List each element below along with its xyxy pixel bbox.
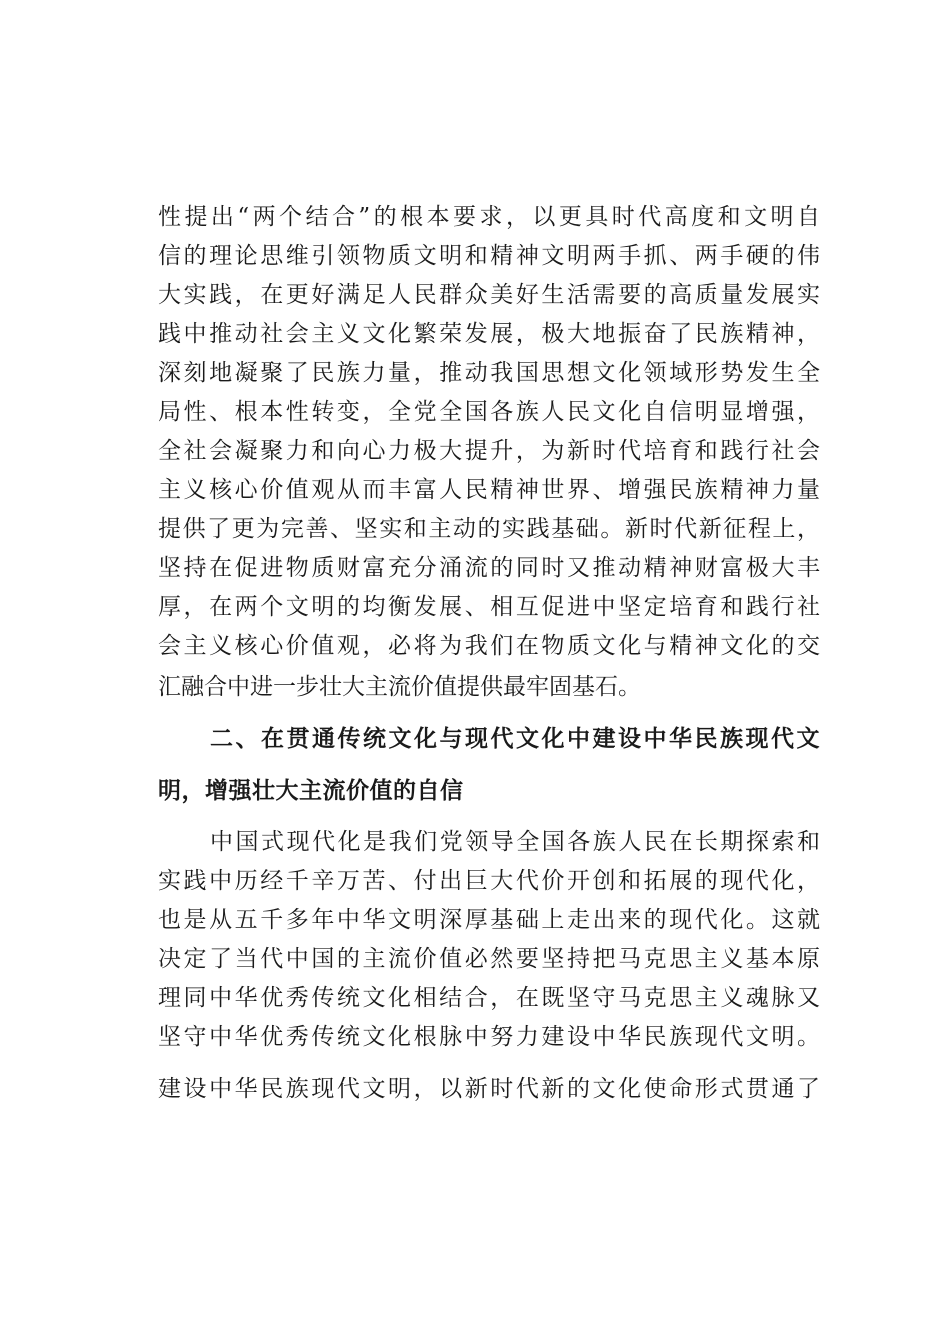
paragraph-line: 大实践，在更好满足人民群众美好生活需要的高质量发展实 xyxy=(158,282,820,308)
section-heading-line: 明，增强壮大主流价值的自信 xyxy=(158,778,464,804)
paragraph-line: 主义核心价值观从而丰富人民精神世界、增强民族精神力量 xyxy=(158,477,820,503)
paragraph-line: 性提出“两个结合”的根本要求，以更具时代高度和文明自 xyxy=(158,204,820,230)
paragraph-line: 也是从五千多年中华文明深厚基础上走出来的现代化。这就 xyxy=(158,907,820,933)
paragraph-line: 实践中历经千辛万苦、付出巨大代价开创和拓展的现代化， xyxy=(158,868,820,894)
paragraph-line: 决定了当代中国的主流价值必然要坚持把马克思主义基本原 xyxy=(158,946,820,972)
paragraph-line: 提供了更为完善、坚实和主动的实践基础。新时代新征程上， xyxy=(158,516,820,542)
paragraph-line: 局性、根本性转变，全党全国各族人民文化自信明显增强， xyxy=(158,399,820,425)
paragraph-line: 会主义核心价值观，必将为我们在物质文化与精神文化的交 xyxy=(158,633,820,659)
paragraph-line: 坚守中华优秀传统文化根脉中努力建设中华民族现代文明。 xyxy=(158,1024,820,1050)
paragraph-line: 建设中华民族现代文明，以新时代新的文化使命形式贯通了 xyxy=(158,1076,820,1102)
paragraph-line: 坚持在促进物质财富充分涌流的同时又推动精神财富极大丰 xyxy=(158,555,820,581)
section-heading-line: 二、在贯通传统文化与现代文化中建设中华民族现代文 xyxy=(210,726,820,752)
paragraph-line: 厚，在两个文明的均衡发展、相互促进中坚定培育和践行社 xyxy=(158,594,820,620)
paragraph-line: 全社会凝聚力和向心力极大提升，为新时代培育和践行社会 xyxy=(158,438,820,464)
paragraph-line: 践中推动社会主义文化繁荣发展，极大地振奋了民族精神， xyxy=(158,321,820,347)
paragraph-line: 理同中华优秀传统文化相结合，在既坚守马克思主义魂脉又 xyxy=(158,985,820,1011)
paragraph-line: 深刻地凝聚了民族力量，推动我国思想文化领域形势发生全 xyxy=(158,360,820,386)
paragraph-line: 信的理论思维引领物质文明和精神文明两手抓、两手硬的伟 xyxy=(158,243,820,269)
paragraph-line: 汇融合中进一步壮大主流价值提供最牢固基石。 xyxy=(158,674,641,700)
paragraph-line: 中国式现代化是我们党领导全国各族人民在长期探索和 xyxy=(210,829,820,855)
